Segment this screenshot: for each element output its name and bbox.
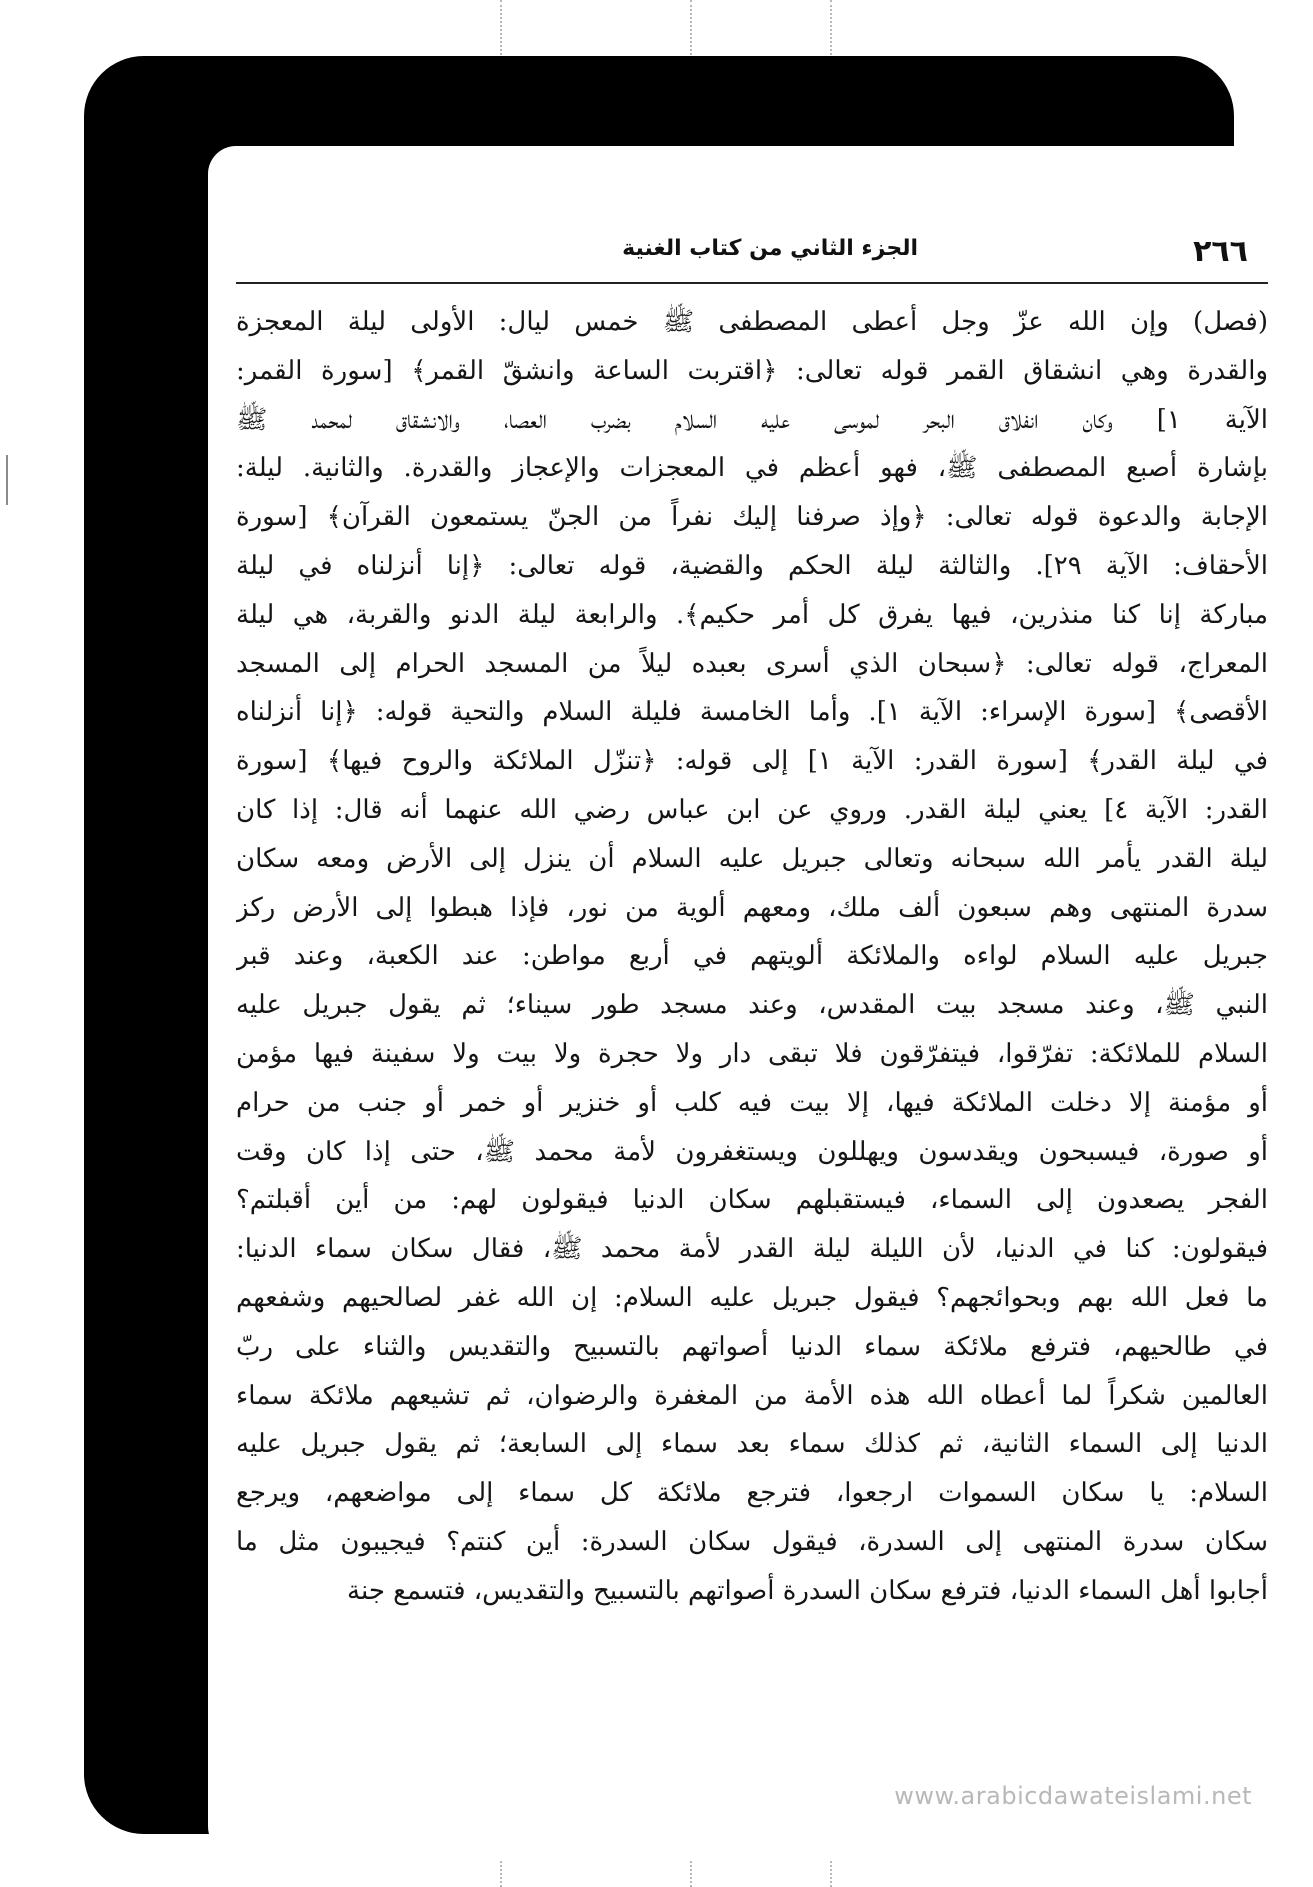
text-line: المعراج، قوله تعالى: ﴿سبحان الذي أسرى بعبده ليلاً من المسجد الحرام إلى المسجد [236, 648, 1268, 679]
page [208, 146, 1294, 1860]
text-line: القدر: الآية ٤] يعني ليلة القدر. وروي عن ابن عباس رضي الله عنهما أنه قال: إذا كان [236, 794, 1268, 825]
text-line: بإشارة أصبع المصطفى ﷺ، فهو أعظم في المعجزات والإعجاز والقدرة. والثانية. ليلة: [236, 453, 1268, 484]
page-number: ٢٦٦ [1193, 234, 1248, 269]
text-line: ما فعل الله بهم وبحوائجهم؟ فيقول جبريل عليه السلام: إن الله غفر لصالحيهم وشفعهم [236, 1282, 1268, 1313]
text-line: السلام: يا سكان السموات ارجعوا، فترجع ملائكة كل سماء إلى مواضعهم، ويرجع [236, 1478, 1268, 1509]
text-line: فيقولون: كنا في الدنيا، لأن الليلة ليلة القدر لأمة محمد ﷺ، فقال سكان سماء الدنيا: [236, 1234, 1268, 1265]
watermark: www.arabicdawateislami.net [894, 1782, 1252, 1810]
text-line: مباركة إنا كنا منذرين، فيها يفرق كل أمر حكيم﴾. والرابعة ليلة الدنو والقربة، هي ليلة [236, 599, 1268, 630]
text-line: الأقصى﴾ [سورة الإسراء: الآية ١]. وأما الخامسة فليلة السلام والتحية قوله: ﴿إنا أنزلناه [236, 697, 1268, 728]
text-line: في ليلة القدر﴾ [سورة القدر: الآية ١] إلى قوله: ﴿تنزّل الملائكة والروح فيها﴾ [سورة [236, 746, 1268, 777]
body-text [236, 298, 1268, 1616]
text-line: العالمين شكراً لما أعطاه الله هذه الأمة من المغفرة والرضوان، ثم تشيعهم ملائكة سماء [236, 1380, 1268, 1411]
text-line: الإجابة والدعوة قوله تعالى: ﴿وإذ صرفنا إليك نفراً من الجنّ يستمعون القرآن﴾ [سورة [236, 502, 1268, 533]
text-line: الفجر يصعدون إلى السماء، فيستقبلهم سكان الدنيا فيقولون لهم: من أين أقبلتم؟ [236, 1185, 1268, 1216]
text-line: أجابوا أهل السماء الدنيا، فترفع سكان السدرة أصواتهم بالتسبيح والتقديس، فتسمع جنة [347, 1575, 1268, 1606]
text-line: أو صورة، فيسبحون ويقدسون ويهللون ويستغفرون لأمة محمد ﷺ، حتى إذا كان وقت [236, 1136, 1268, 1167]
text-line: سدرة المنتهى وهم سبعون ألف ملك، ومعهم ألوية من نور، فإذا هبطوا إلى الأرض ركز [236, 892, 1268, 923]
text-line: والقدرة وهي انشقاق القمر قوله تعالى: ﴿اقتربت الساعة وانشقّ القمر﴾ [سورة القمر: [236, 355, 1268, 386]
text-line: أو مؤمنة إلا دخلت الملائكة فيها، إلا بيت فيه كلب أو خنزير أو خمر أو جنب من حرام [236, 1087, 1268, 1118]
text-line: السلام للملائكة: تفرّقوا، فيتفرّقون فلا تبقى دار ولا حجرة ولا بيت ولا سفينة فيها مؤمن [236, 1038, 1268, 1069]
text-line: (فصل) وإن الله عزّ وجل أعطى المصطفى ﷺ خمس ليال: الأولى ليلة المعجزة [236, 307, 1268, 337]
text-line: في طالحيهم، فترفع ملائكة سماء الدنيا أصواتهم بالتسبيح والتقديس والثناء على ربّ [236, 1331, 1268, 1362]
scan-edge-mark [6, 455, 8, 505]
running-header [234, 230, 1268, 280]
text-line: الدنيا إلى السماء الثانية، ثم كذلك سماء بعد سماء إلى السابعة؛ ثم يقول جبريل عليه [236, 1429, 1268, 1460]
text-line: جبريل عليه السلام لواءه والملائكة ألويتهم في أربع مواطن: عند الكعبة، وعند قبر [236, 941, 1268, 972]
text-line: سكان سدرة المنتهى إلى السدرة، فيقول سكان السدرة: أين كنتم؟ فيجيبون مثل ما [236, 1526, 1268, 1557]
book-title: الجزء الثاني من كتاب الغنية [622, 236, 918, 261]
text-line: ليلة القدر يأمر الله سبحانه وتعالى جبريل عليه السلام أن ينزل إلى الأرض ومعه سكان [236, 843, 1268, 874]
header-rule [236, 282, 1268, 284]
text-line: الآية ١] وكان انفلاق البحر لموسى عليه السلام بضرب العصا، والانشقاق لمحمد ﷺ [236, 404, 1268, 435]
text-line: النبي ﷺ، وعند مسجد بيت المقدس، وعند مسجد طور سيناء؛ ثم يقول جبريل عليه [236, 990, 1268, 1021]
page-frame [84, 56, 1268, 1834]
text-line: الأحقاف: الآية ٢٩]. والثالثة ليلة الحكم والقضية، قوله تعالى: ﴿إنا أنزلناه في ليلة [236, 550, 1268, 581]
